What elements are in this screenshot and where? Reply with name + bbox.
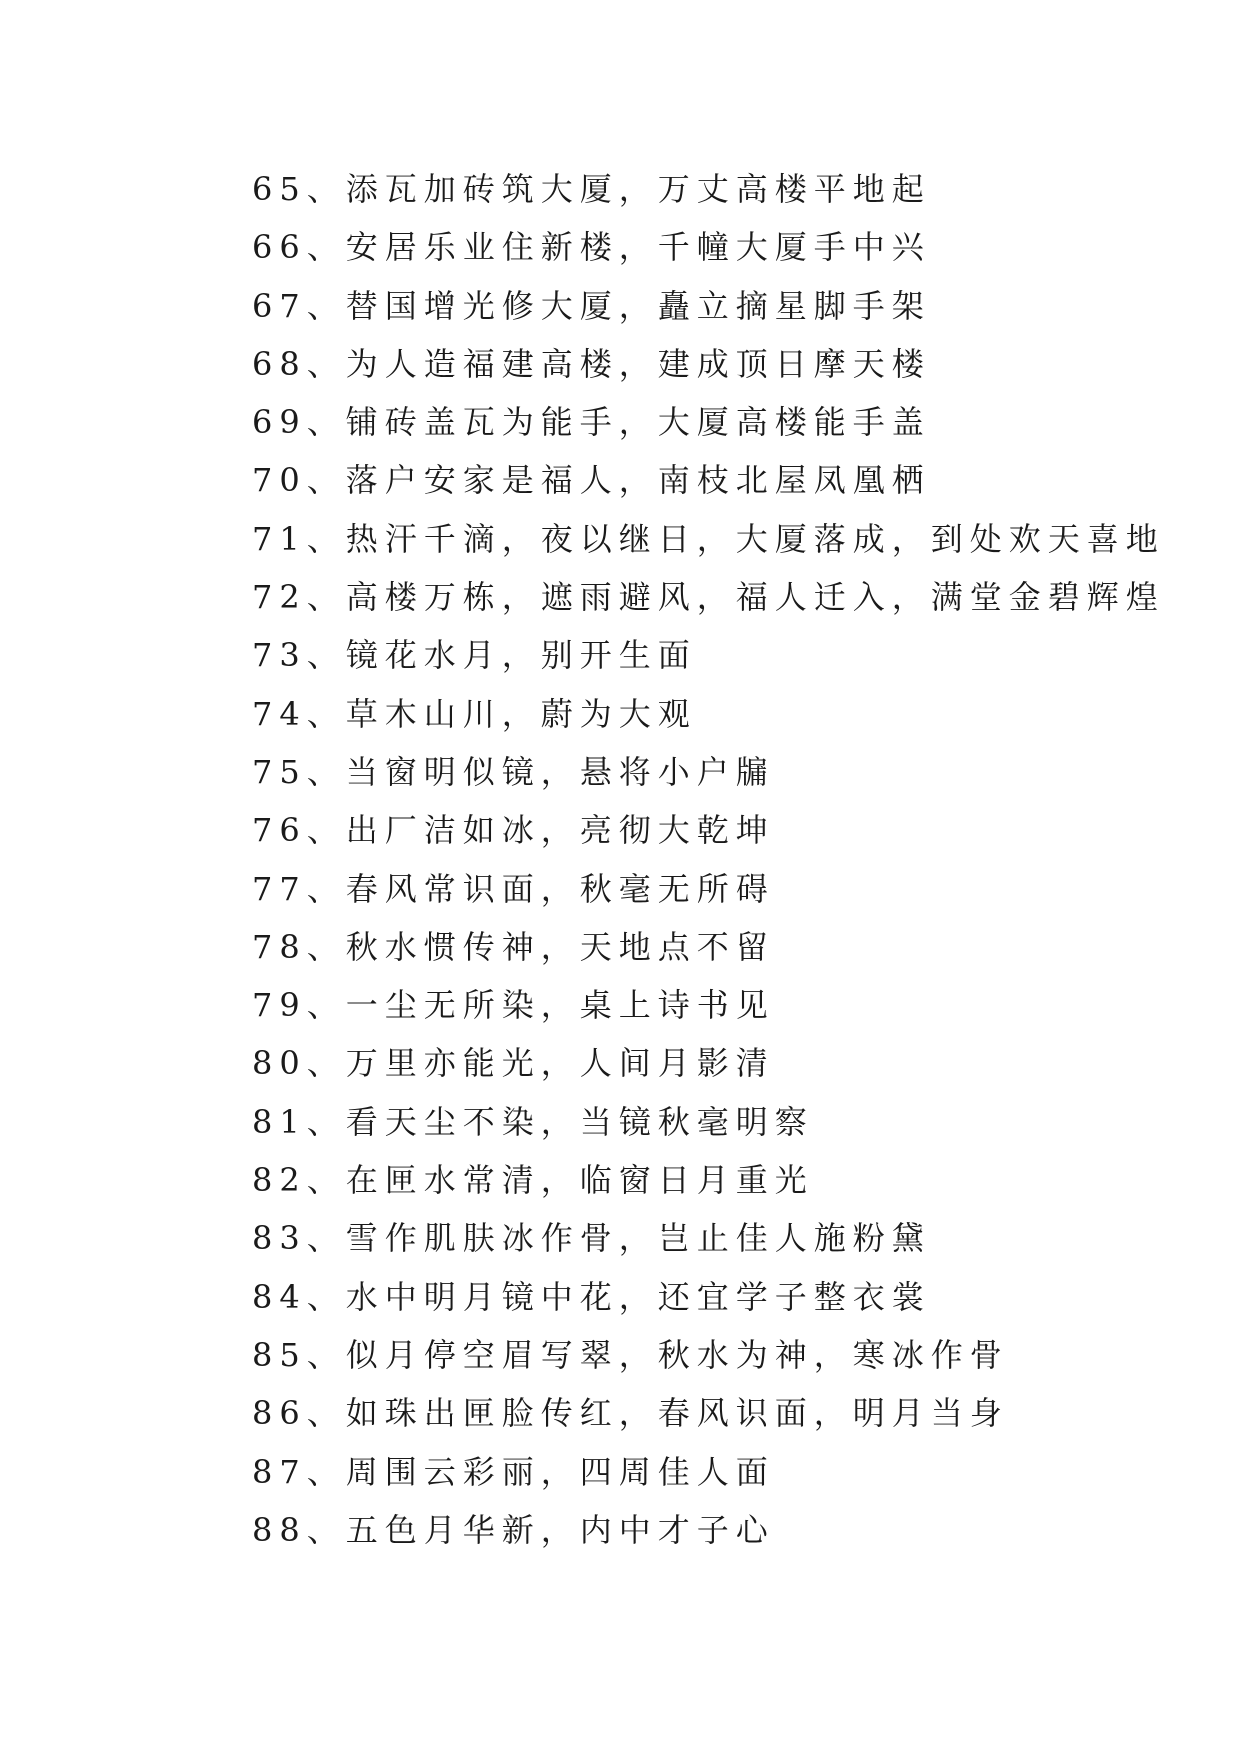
couplet-line: 86、如珠出匣脸传红，春风识面，明月当身 [252,1394,1009,1433]
couplet-line: 80、万里亦能光，人间月影清 [252,1044,775,1083]
couplet-line: 85、似月停空眉写翠，秋水为神，寒冰作骨 [252,1335,1009,1374]
couplet-line: 79、一尘无所染，桌上诗书见 [252,986,775,1025]
couplet-line: 69、铺砖盖瓦为能手，大厦高楼能手盖 [252,403,931,442]
couplet-line: 84、水中明月镜中花，还宜学子整衣裳 [252,1277,931,1316]
couplet-line: 71、热汗千滴，夜以继日，大厦落成，到处欢天喜地 [252,519,1165,558]
couplet-line: 75、当窗明似镜，悬将小户牖 [252,752,775,791]
couplet-line: 88、五色月华新，内中才子心 [252,1510,775,1549]
couplet-line: 77、春风常识面，秋毫无所碍 [252,869,775,908]
couplet-line: 74、草木山川，蔚为大观 [252,694,697,733]
couplet-list [252,160,1165,1559]
couplet-line: 65、添瓦加砖筑大厦，万丈高楼平地起 [252,170,931,208]
couplet-line: 70、落户安家是福人，南枝北屋凤凰栖 [252,461,931,500]
couplet-line: 67、替国增光修大厦，矗立摘星脚手架 [252,286,931,325]
couplet-line: 78、秋水惯传神，天地点不留 [252,927,775,966]
couplet-line: 68、为人造福建高楼，建成顶日摩天楼 [252,344,931,383]
couplet-line: 81、看天尘不染，当镜秋毫明察 [252,1102,814,1141]
couplet-line: 72、高楼万栋，遮雨避风，福人迁入，满堂金碧辉煌 [252,578,1165,617]
couplet-line: 66、安居乐业住新楼，千幢大厦手中兴 [252,228,931,267]
couplet-line: 87、周围云彩丽，四周佳人面 [252,1452,775,1491]
couplet-line: 82、在匣水常清，临窗日月重光 [252,1161,814,1200]
couplet-line: 76、出厂洁如冰，亮彻大乾坤 [252,811,775,850]
couplet-line: 73、镜花水月，别开生面 [252,636,697,675]
couplet-line: 83、雪作肌肤冰作骨，岂止佳人施粉黛 [252,1219,931,1258]
